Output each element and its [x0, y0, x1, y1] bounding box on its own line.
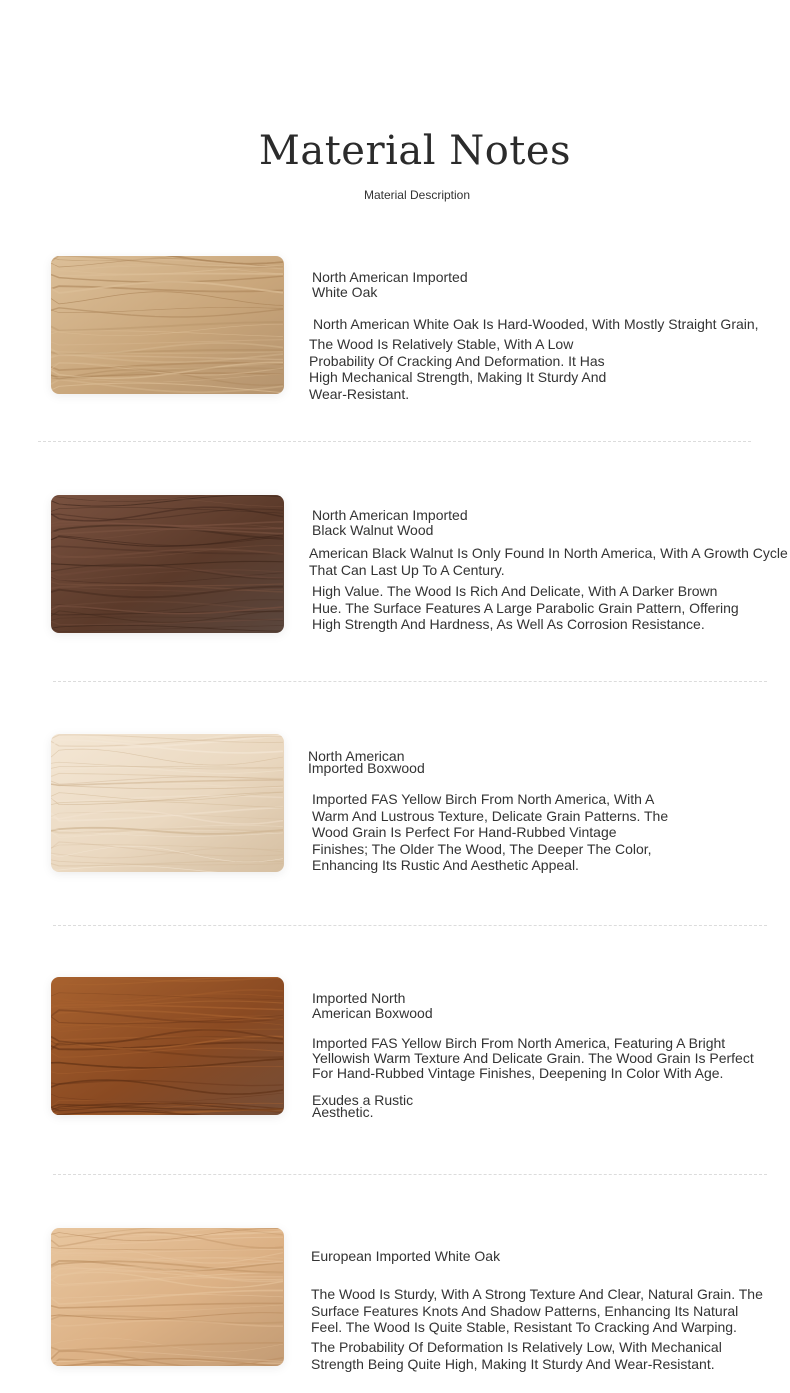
material-description: North American White Oak Is Hard-Wooded, With Mostly Straight Grain, [313, 316, 759, 332]
boxwood-swatch-image [51, 734, 284, 872]
wood-grain-texture [51, 734, 284, 872]
white-oak-swatch-image [51, 256, 284, 394]
wood-grain-texture [51, 495, 284, 633]
material-description: The Probability Of Deformation Is Relatively Low, With Mechanical Strength Being Quite High, Making It Sturdy And Wear-Resistant. [311, 1339, 722, 1372]
material-title: North American Imported Boxwood [308, 748, 425, 776]
section-divider [53, 681, 767, 682]
material-title: European Imported White Oak [311, 1248, 501, 1264]
material-description: The Wood Is Sturdy, With A Strong Texture And Clear, Natural Grain. The Surface Features Knots And Shadow Patterns, Enhancing Its Natural Feel. The Wood Is Quite Stable, Resistant To Cracking And Warping. [311, 1286, 763, 1335]
page-title: Material Notes [258, 128, 572, 174]
material-title: North American Imported White Oak [312, 269, 468, 300]
material-description: Imported FAS Yellow Birch From North America, With A Warm And Lustrous Texture, Delicate Grain Patterns. The Wood Grain Is Perfect For Hand-Rubbed Vintage Finishes; The Older The Wood, The Deeper The Color, Enhancing Its Rustic And Aesthetic Appeal. [312, 791, 669, 873]
material-description: Imported FAS Yellow Birch From North America, Featuring A Bright Yellowish Warm Texture And Delicate Grain. The Wood Grain Is Perfect For Hand-Rubbed Vintage Finishes, Deepening In Color With Age. [312, 1036, 754, 1081]
material-description: American Black Walnut Is Only Found In North America, With A Growth Cycle That Can Last Up To A Century. [309, 545, 788, 578]
material-description: Exudes a Rustic Aesthetic. [312, 1094, 414, 1118]
material-description: High Value. The Wood Is Rich And Delicate, With A Darker Brown Hue. The Surface Features A Large Parabolic Grain Pattern, Offering High Strength And Hardness, As Well As Corrosion Resistance. [312, 583, 739, 632]
page-subtitle: Material Description [363, 188, 471, 202]
european-white-oak-swatch-image [51, 1228, 284, 1366]
american-boxwood-swatch-image [51, 977, 284, 1115]
wood-grain-texture [51, 256, 284, 394]
section-divider [53, 925, 767, 926]
wood-grain-texture [51, 977, 284, 1115]
black-walnut-swatch-image [51, 495, 284, 633]
section-divider [53, 1174, 767, 1175]
material-title: Imported North American Boxwood [312, 990, 433, 1021]
wood-grain-texture [51, 1228, 284, 1366]
section-divider [38, 441, 751, 442]
material-title: North American Imported Black Walnut Wood [312, 507, 468, 538]
material-description: The Wood Is Relatively Stable, With A Low Probability Of Cracking And Deformation. It Has High Mechanical Strength, Making It Sturdy And Wear-Resistant. [309, 336, 607, 402]
